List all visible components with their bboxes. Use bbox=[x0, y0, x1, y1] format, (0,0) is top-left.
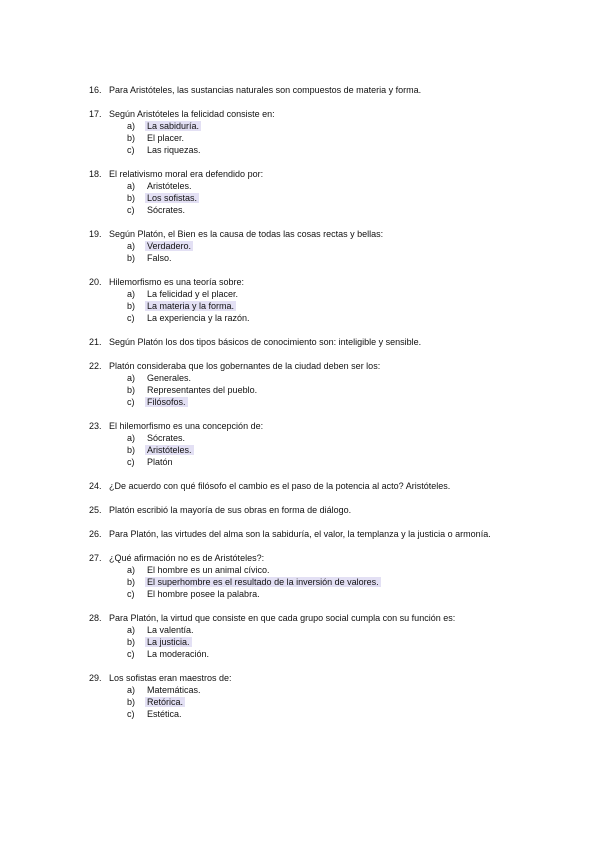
question-text: Según Platón, el Bien es la causa de todas las cosas rectas y bellas: bbox=[109, 229, 384, 239]
answer-option bbox=[127, 384, 559, 396]
option-letter: b) bbox=[127, 301, 136, 311]
answer-option bbox=[127, 648, 559, 660]
option-letter: a) bbox=[127, 241, 136, 251]
option-letter: b) bbox=[127, 637, 136, 647]
question-text: El hilemorfismo es una concepción de: bbox=[109, 421, 264, 431]
answer-option bbox=[127, 588, 559, 600]
question-item bbox=[89, 228, 559, 264]
question-line bbox=[89, 612, 559, 624]
answer-option bbox=[127, 312, 559, 324]
question-number: 27. bbox=[89, 553, 102, 563]
answer-option bbox=[127, 120, 559, 132]
question-item bbox=[89, 336, 559, 348]
answer-option bbox=[127, 372, 559, 384]
question-line bbox=[89, 672, 559, 684]
question-line bbox=[89, 552, 559, 564]
option-text-highlighted: Aristóteles. bbox=[147, 445, 192, 455]
option-text: Falso. bbox=[147, 253, 172, 263]
option-letter: c) bbox=[127, 145, 135, 155]
answer-option bbox=[127, 204, 559, 216]
question-number: 19. bbox=[89, 229, 102, 239]
option-text-highlighted: Retórica. bbox=[147, 697, 184, 707]
option-text: Platón bbox=[147, 457, 173, 467]
option-letter: b) bbox=[127, 253, 136, 263]
option-text: La felicidad y el placer. bbox=[147, 289, 239, 299]
question-line bbox=[89, 528, 559, 540]
answer-option bbox=[127, 240, 559, 252]
option-text: Sócrates. bbox=[147, 205, 186, 215]
question-item bbox=[89, 276, 559, 324]
answer-option bbox=[127, 144, 559, 156]
question-line bbox=[89, 84, 559, 96]
option-text: El placer. bbox=[147, 133, 185, 143]
question-line bbox=[89, 168, 559, 180]
option-letter: a) bbox=[127, 565, 136, 575]
option-text: Sócrates. bbox=[147, 433, 186, 443]
option-letter: b) bbox=[127, 133, 136, 143]
question-item bbox=[89, 108, 559, 156]
option-text: Matemáticas. bbox=[147, 685, 201, 695]
answer-option bbox=[127, 252, 559, 264]
question-item bbox=[89, 672, 559, 720]
question-item bbox=[89, 168, 559, 216]
question-text: ¿Qué afirmación no es de Aristóteles?: bbox=[109, 553, 265, 563]
option-text: Aristóteles. bbox=[147, 181, 192, 191]
question-number: 29. bbox=[89, 673, 102, 683]
answer-option bbox=[127, 696, 559, 708]
question-item bbox=[89, 480, 559, 492]
option-letter: a) bbox=[127, 685, 136, 695]
option-letter: a) bbox=[127, 181, 136, 191]
option-text: Representantes del pueblo. bbox=[147, 385, 258, 395]
option-text: La experiencia y la razón. bbox=[147, 313, 250, 323]
question-number: 17. bbox=[89, 109, 102, 119]
answer-option bbox=[127, 576, 559, 588]
question-line bbox=[89, 420, 559, 432]
answer-option bbox=[127, 432, 559, 444]
option-text: La moderación. bbox=[147, 649, 210, 659]
question-text: Hilemorfismo es una teoría sobre: bbox=[109, 277, 245, 287]
option-text: El hombre es un animal cívico. bbox=[147, 565, 270, 575]
option-text-highlighted: Los sofistas. bbox=[147, 193, 198, 203]
answer-option bbox=[127, 444, 559, 456]
answer-option bbox=[127, 564, 559, 576]
option-letter: a) bbox=[127, 121, 136, 131]
question-number: 20. bbox=[89, 277, 102, 287]
answer-option bbox=[127, 300, 559, 312]
option-letter: c) bbox=[127, 589, 135, 599]
option-text: El hombre posee la palabra. bbox=[147, 589, 260, 599]
option-letter: c) bbox=[127, 205, 135, 215]
question-text: El relativismo moral era defendido por: bbox=[109, 169, 264, 179]
question-item bbox=[89, 504, 559, 516]
answer-option bbox=[127, 192, 559, 204]
question-text: Para Platón, la virtud que consiste en que cada grupo social cumpla con su función es: bbox=[109, 613, 456, 623]
option-text: Estética. bbox=[147, 709, 182, 719]
option-letter: b) bbox=[127, 577, 136, 587]
option-letter: c) bbox=[127, 649, 135, 659]
question-item bbox=[89, 84, 559, 96]
option-text: La valentía. bbox=[147, 625, 194, 635]
answer-option bbox=[127, 456, 559, 468]
question-text: Platón escribió la mayoría de sus obras en forma de diálogo. bbox=[109, 505, 352, 515]
question-text: Según Aristóteles la felicidad consiste en: bbox=[109, 109, 275, 119]
question-text: Para Platón, las virtudes del alma son la sabiduría, el valor, la templanza y la justicia o armonía. bbox=[109, 529, 491, 539]
option-letter: c) bbox=[127, 313, 135, 323]
question-line bbox=[89, 336, 559, 348]
answer-option bbox=[127, 180, 559, 192]
question-number: 22. bbox=[89, 361, 102, 371]
question-line bbox=[89, 360, 559, 372]
answer-option bbox=[127, 624, 559, 636]
option-letter: a) bbox=[127, 625, 136, 635]
question-number: 16. bbox=[89, 85, 102, 95]
question-item bbox=[89, 528, 559, 540]
question-number: 24. bbox=[89, 481, 102, 491]
option-text-highlighted: El superhombre es el resultado de la inversión de valores. bbox=[147, 577, 379, 587]
option-letter: a) bbox=[127, 289, 136, 299]
question-line bbox=[89, 480, 559, 492]
option-text-highlighted: Verdadero. bbox=[147, 241, 192, 251]
question-line bbox=[89, 228, 559, 240]
option-letter: b) bbox=[127, 445, 136, 455]
question-number: 18. bbox=[89, 169, 102, 179]
question-text: ¿De acuerdo con qué filósofo el cambio es el paso de la potencia al acto? Aristóteles. bbox=[109, 481, 451, 491]
option-letter: b) bbox=[127, 697, 136, 707]
answer-option bbox=[127, 132, 559, 144]
option-letter: b) bbox=[127, 193, 136, 203]
question-item bbox=[89, 420, 559, 468]
question-item bbox=[89, 552, 559, 600]
question-number: 25. bbox=[89, 505, 102, 515]
option-text: Las riquezas. bbox=[147, 145, 201, 155]
option-letter: c) bbox=[127, 457, 135, 467]
answer-option bbox=[127, 396, 559, 408]
question-line bbox=[89, 504, 559, 516]
option-text-highlighted: La sabiduría. bbox=[147, 121, 200, 131]
question-line bbox=[89, 108, 559, 120]
question-line bbox=[89, 276, 559, 288]
option-letter: b) bbox=[127, 385, 136, 395]
question-number: 23. bbox=[89, 421, 102, 431]
answer-option bbox=[127, 684, 559, 696]
option-letter: a) bbox=[127, 373, 136, 383]
option-letter: c) bbox=[127, 709, 135, 719]
option-letter: a) bbox=[127, 433, 136, 443]
answer-option bbox=[127, 636, 559, 648]
option-text-highlighted: La justicia. bbox=[147, 637, 190, 647]
question-number: 28. bbox=[89, 613, 102, 623]
question-text: Según Platón los dos tipos básicos de conocimiento son: inteligible y sensible. bbox=[109, 337, 422, 347]
question-text: Platón consideraba que los gobernantes de la ciudad deben ser los: bbox=[109, 361, 381, 371]
question-text: Los sofistas eran maestros de: bbox=[109, 673, 232, 683]
question-item bbox=[89, 360, 559, 408]
answer-option bbox=[127, 708, 559, 720]
question-item bbox=[89, 612, 559, 660]
option-letter: c) bbox=[127, 397, 135, 407]
option-text: Generales. bbox=[147, 373, 192, 383]
question-number: 26. bbox=[89, 529, 102, 539]
option-text-highlighted: Filósofos. bbox=[147, 397, 186, 407]
question-number: 21. bbox=[89, 337, 102, 347]
option-text-highlighted: La materia y la forma. bbox=[147, 301, 235, 311]
answer-option bbox=[127, 288, 559, 300]
question-text: Para Aristóteles, las sustancias naturales son compuestos de materia y forma. bbox=[109, 85, 422, 95]
